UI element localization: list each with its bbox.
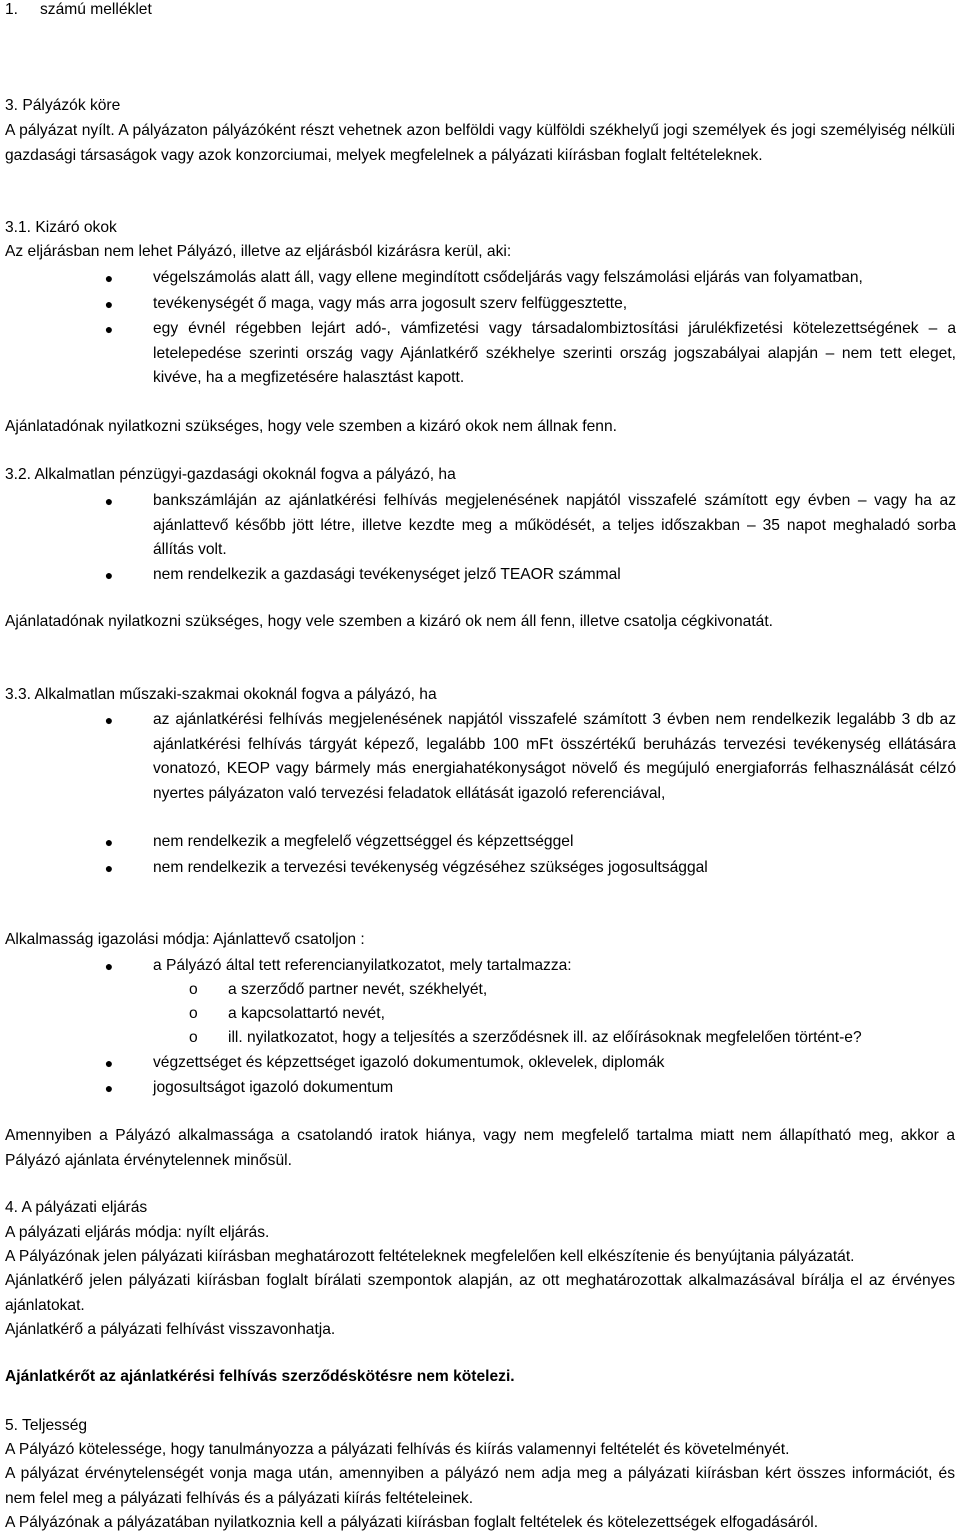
proof-item-2: végzettséget és képzettséget igazoló dokumentumok, oklevelek, diplomák: [153, 1054, 665, 1071]
bullet-icon: ●: [104, 860, 114, 876]
section-3-1-heading: 3.1. Kizáró okok: [5, 219, 117, 236]
section-4-p3: Ajánlatkérő jelen pályázati kiírásban foglalt bírálati szempontok alapján, az ott meghatározottak alkalmazásával bírálja el az érvényes ajánlatokat.: [5, 1272, 955, 1314]
exclusion-item-1: végelszámolás alatt áll, vagy ellene megindított csődeljárás vagy felszámolási eljárás van folyamatban,: [153, 269, 863, 286]
proof-closing: Amennyiben a Pályázó alkalmassága a csatolandó iratok hiánya, vagy nem megfelelő tartalma miatt nem állapítható meg, akkor a Pályázó ajánlata érvénytelennek minősül.: [5, 1127, 955, 1169]
section-4-p4: Ajánlatkérő a pályázati felhívást visszavonhatja.: [5, 1321, 336, 1338]
section-5-p1: A Pályázó kötelessége, hogy tanulmányozza a pályázati felhívás és kiírás valamennyi feltételét és követelményét.: [5, 1441, 790, 1458]
exclusion-item-3: egy évnél régebben lejárt adó-, vámfizetési vagy társadalombiztosítási járulékfizetési kötelezettségének – a letelepedése szerinti ország vagy Ajánlatkérő székhelye szerinti ország jogszabályai alapján – nem tett eleget, kivéve, ha a megfizetésére halasztást kapott.: [153, 320, 956, 386]
section-4-heading: 4. A pályázati eljárás: [5, 1199, 148, 1216]
section-3-1-lead: Az eljárásban nem lehet Pályázó, illetve az eljárásból kizárásra kerül, aki:: [5, 243, 512, 260]
section-5-p2: A pályázat érvénytelenségét vonja maga után, amennyiben a pályázó nem adja meg a pályázati kiírásban kért összes információt, és nem felel meg a pályázati felhívás és a pályázati kiírás feltételeinek.: [5, 1465, 955, 1507]
section-4-bold-statement: Ajánlatkérőt az ajánlatkérési felhívás szerződéskötésre nem kötelezi.: [5, 1368, 515, 1385]
section-5-p3: A Pályázónak a pályázatában nyilatkoznia kell a pályázati kiírásban foglalt feltételek és kötelezettségek elfogadásáról.: [5, 1514, 819, 1531]
section-3-2-note: Ajánlatadónak nyilatkozni szükséges, hogy vele szemben a kizáró ok nem áll fenn, illetve csatolja cégkivonatát.: [5, 613, 773, 630]
financial-item-1: bankszámláján az ajánlatkérési felhívás megjelenésének napjától visszafelé számított egy évben – vagy ha az ajánlattevő később jött létre, illetve kezdte meg a működését, a teljes időszakban – 35 napot meghaladó sorba állítás volt.: [153, 492, 956, 558]
section-5-heading: 5. Teljesség: [5, 1417, 88, 1434]
bullet-icon: ●: [104, 321, 114, 337]
annex-label: számú melléklet: [40, 1, 152, 18]
bullet-icon: ●: [104, 958, 114, 974]
proof-item-1: a Pályázó által tett referencianyilatkozatot, mely tartalmazza:: [153, 957, 572, 974]
bullet-icon: ●: [104, 296, 114, 312]
section-3-intro: A pályázat nyílt. A pályázaton pályázóként részt vehetnek azon belföldi vagy külföldi székhelyű jogi személyek és jogi személyiség nélküli gazdasági társaságok vagy azok konzorciumai, melyek megfelelnek a pályázati kiírásban foglalt feltételeknek.: [5, 122, 955, 164]
proof-subitem-1: a szerződő partner nevét, székhelyét,: [228, 981, 488, 998]
proof-subitem-3: ill. nyilatkozatot, hogy a teljesítés a szerződésnek ill. az előírásoknak megfelelően történt-e?: [228, 1029, 862, 1046]
sub-bullet-icon: o: [189, 1029, 198, 1046]
proof-item-3: jogosultságot igazoló dokumentum: [153, 1079, 394, 1096]
bullet-icon: ●: [104, 1055, 114, 1071]
annex-number: 1.: [5, 1, 19, 18]
section-3-1-note: Ajánlatadónak nyilatkozni szükséges, hogy vele szemben a kizáró okok nem állnak fenn.: [5, 418, 617, 435]
sub-bullet-icon: o: [189, 981, 198, 998]
bullet-icon: ●: [104, 567, 114, 583]
proof-subitem-2: a kapcsolattartó nevét,: [228, 1005, 385, 1022]
technical-item-2: nem rendelkezik a megfelelő végzettséggel és képzettséggel: [153, 833, 574, 850]
section-3-3-heading: 3.3. Alkalmatlan műszaki-szakmai okoknál fogva a pályázó, ha: [5, 686, 437, 703]
section-4-p2: A Pályázónak jelen pályázati kiírásban meghatározott feltételeknek megfelelően kell elkészítenie és benyújtania pályázatát.: [5, 1248, 855, 1265]
bullet-icon: ●: [104, 834, 114, 850]
section-4-p1: A pályázati eljárás módja: nyílt eljárás.: [5, 1224, 270, 1241]
financial-item-2: nem rendelkezik a gazdasági tevékenységet jelző TEAOR számmal: [153, 566, 621, 583]
technical-item-1: az ajánlatkérési felhívás megjelenésének napjától visszafelé számított 3 évben nem rendelkezik legalább 3 db az ajánlatkérési felhívás tárgyát képező, legalább 100 mFt összértékű beruházás tervezési tevékenység ellátására vonatozó, KEOP vagy bármely más energiahatékonyságot növelő és megújuló energiaforrás felhasználását célzó nyertes pályázaton való tervezési feladatok ellátását igazoló referenciával,: [153, 711, 956, 802]
bullet-icon: ●: [104, 493, 114, 509]
technical-item-3: nem rendelkezik a tervezési tevékenység végzéséhez szükséges jogosultsággal: [153, 859, 708, 876]
bullet-icon: ●: [104, 270, 114, 286]
bullet-icon: ●: [104, 712, 114, 728]
bullet-icon: ●: [104, 1080, 114, 1096]
section-3-heading: 3. Pályázók köre: [5, 97, 121, 114]
sub-bullet-icon: o: [189, 1005, 198, 1022]
proof-lead: Alkalmasság igazolási módja: Ajánlattevő csatoljon :: [5, 931, 365, 948]
section-3-2-heading: 3.2. Alkalmatlan pénzügyi-gazdasági okoknál fogva a pályázó, ha: [5, 466, 456, 483]
exclusion-item-2: tevékenységét ő maga, vagy más arra jogosult szerv felfüggesztette,: [153, 295, 628, 312]
